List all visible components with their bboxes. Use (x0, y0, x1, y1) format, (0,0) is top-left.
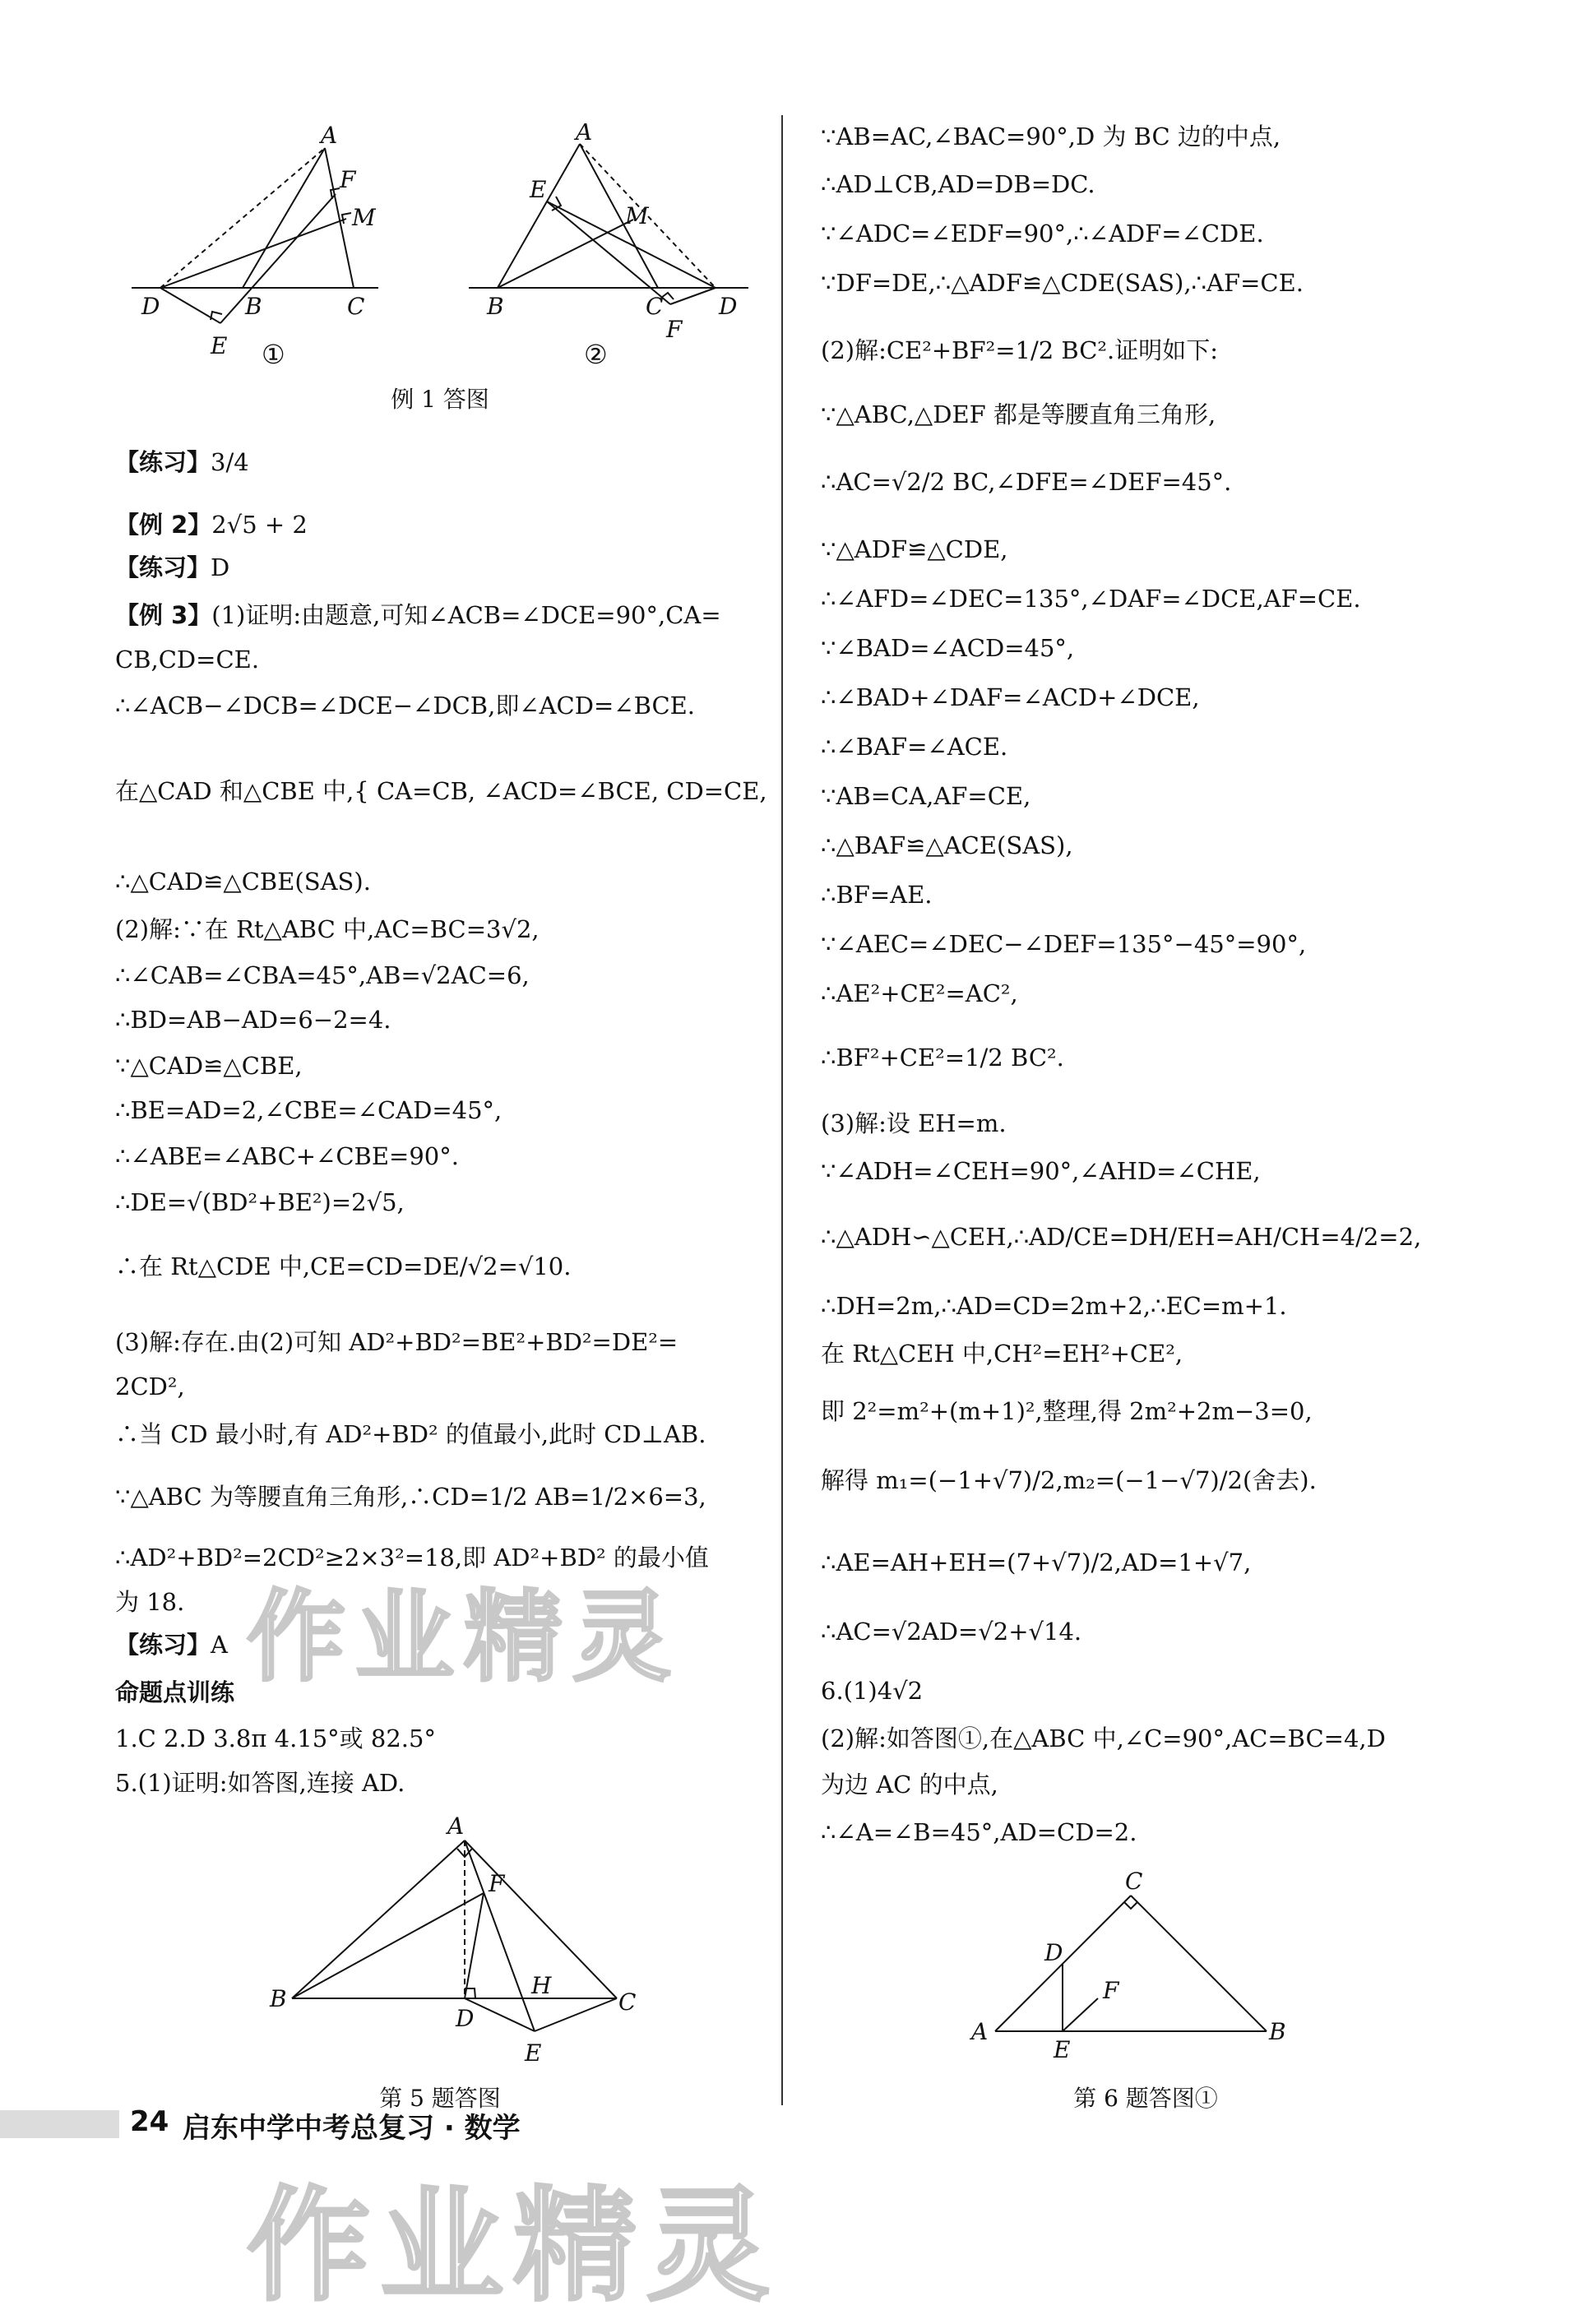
question6-figure-caption: 第 6 题答图① (1073, 2085, 1218, 2112)
segment-DM (160, 219, 346, 288)
right-angle-mark-M (342, 213, 351, 224)
solution-line: ∴当 CD 最小时,有 AD²+BD² 的值最小,此时 CD⊥AB. (115, 1420, 706, 1448)
solution-line: ∴△CAD≌△CBE(SAS). (115, 868, 371, 896)
segment-EF (1063, 1998, 1098, 2031)
label-E: E (1054, 2036, 1071, 2063)
segment-CB (1131, 1896, 1267, 2031)
solution-line: ∵AB=AC,∠BAC=90°,D 为 BC 边的中点, (821, 123, 1281, 150)
solution-line: (3)解:设 EH=m. (821, 1109, 1007, 1137)
example3-line: 【例 3】(1)证明:由题意,可知∠ACB=∠DCE=90°,CA= (115, 601, 721, 629)
page-number: 24 (130, 2105, 169, 2138)
solution-line: ∴AE=AH+EH=(7+√7)/2,AD=1+√7, (821, 1549, 1252, 1576)
solution-line: ∵△ABC 为等腰直角三角形,∴CD=1/2 AB=1/2×6=3, (115, 1483, 706, 1511)
solution-line: ∴△BAF≌△ACE(SAS), (821, 831, 1073, 859)
label-F: F (1103, 1977, 1119, 2004)
label-C: C (1125, 1868, 1143, 1895)
segment-BF (292, 1893, 484, 1998)
answers-line: 1.C 2.D 3.8π 4.15°或 82.5° (115, 1724, 436, 1752)
segment-FD (465, 1893, 484, 1998)
label-B: B (270, 1985, 287, 2012)
label-D: D (456, 2005, 475, 2032)
label-A: A (576, 123, 593, 146)
solution-line: ∴DH=2m,∴AD=CD=2m+2,∴EC=m+1. (821, 1292, 1287, 1320)
label-A: A (321, 123, 338, 149)
right-angle-mark-C (1124, 1902, 1137, 1909)
label-C: C (618, 1988, 637, 2016)
solution-line: 为 18. (115, 1588, 185, 1616)
solution-line: ∵∠ADH=∠CEH=90°,∠AHD=∠CHE, (821, 1157, 1261, 1185)
label-M: M (352, 204, 376, 231)
solution-line: ∴∠A=∠B=45°,AD=CD=2. (821, 1818, 1137, 1846)
solution-line: ∴AE²+CE²=AC², (821, 979, 1018, 1007)
example1-figure-caption: 例 1 答图 (391, 386, 489, 413)
solution-line: CB,CD=CE. (115, 646, 260, 674)
section-heading: 命题点训练 (115, 1678, 235, 1706)
label-E: E (530, 176, 547, 203)
solution-line: 在△CAD 和△CBE 中,{ CA=CB, ∠ACD=∠BCE, CD=CE, (115, 777, 767, 805)
book-title: 启东中学中考总复习 · 数学 (183, 2112, 521, 2145)
solution-line: ∴AC=√2/2 BC,∠DFE=∠DEF=45°. (821, 468, 1232, 496)
label-E: E (525, 2039, 542, 2067)
solution-line: ∴∠AFD=∠DEC=135°,∠DAF=∠DCE,AF=CE. (821, 585, 1361, 613)
label-C: C (646, 293, 664, 320)
solution-line: 为边 AC 的中点, (821, 1771, 998, 1799)
solution-line: (2)解:如答图①,在△ABC 中,∠C=90°,AC=BC=4,D (821, 1724, 1386, 1752)
label-E: E (211, 332, 228, 359)
solution-line: ∴DE=√(BD²+BE²)=2√5, (115, 1188, 405, 1216)
solution-line: (3)解:存在.由(2)可知 AD²+BD²=BE²+BD²=DE²= (115, 1328, 678, 1356)
footer-bar (0, 2110, 119, 2138)
label-C: C (347, 293, 365, 320)
segment-AD-dashed (160, 148, 325, 288)
label-A: A (971, 2018, 989, 2045)
label-B: B (487, 293, 504, 320)
solution-line: 在 Rt△CEH 中,CH²=EH²+CE², (821, 1340, 1183, 1368)
segment-BA (292, 1840, 465, 1998)
solution-line: ∴AD⊥CB,AD=DB=DC. (821, 170, 1095, 198)
solution-line: ∴∠BAD+∠DAF=∠ACD+∠DCE, (821, 683, 1200, 711)
segment-AB (243, 148, 325, 288)
label-D: D (1044, 1939, 1063, 1966)
solution-line: ∵△ADF≌△CDE, (821, 535, 1008, 563)
question6-answer-line: 6.(1)4√2 (821, 1677, 924, 1705)
watermark-text-footer: 作业精灵 (247, 2175, 780, 2318)
solution-line: ∴△ADH∽△CEH,∴AD/CE=DH/EH=AH/CH=4/2=2, (821, 1223, 1422, 1251)
question6-figure-1 (966, 1867, 1295, 2064)
solution-line: ∵∠ADC=∠EDF=90°,∴∠ADF=∠CDE. (821, 220, 1264, 248)
solution-line: ∴AC=√2AD=√2+√14. (821, 1618, 1082, 1646)
practice-answer-line: 【练习】A (115, 1631, 228, 1659)
column-divider (781, 115, 783, 2105)
solution-line: ∴∠ABE=∠ABC+∠CBE=90°. (115, 1142, 459, 1170)
solution-line: 解得 m₁=(−1+√7)/2,m₂=(−1−√7)/2(舍去). (821, 1466, 1317, 1494)
figure-number-1: ① (262, 339, 285, 370)
solution-line: ∵AB=CA,AF=CE, (821, 782, 1031, 810)
practice-answer-line: 【练习】D (115, 553, 230, 581)
solution-line: ∵DF=DE,∴△ADF≌△CDE(SAS),∴AF=CE. (821, 269, 1304, 297)
solution-line: ∴∠BAF=∠ACE. (821, 733, 1008, 761)
solution-line: ∵△CAD≌△CBE, (115, 1052, 303, 1080)
solution-line: ∵∠BAD=∠ACD=45°, (821, 634, 1075, 662)
solution-line: ∴BD=AB−AD=6−2=4. (115, 1006, 391, 1034)
label-H: H (531, 1972, 552, 1999)
label-F: F (666, 316, 683, 343)
solution-line: 即 2²=m²+(m+1)²,整理,得 2m²+2m−3=0, (821, 1397, 1313, 1425)
solution-line: (2)解:CE²+BF²=1/2 BC².证明如下: (821, 336, 1219, 364)
segment-EC (535, 1998, 617, 2031)
label-F: F (340, 166, 356, 193)
label-D: D (141, 293, 160, 320)
solution-line: ∴∠ACB−∠DCB=∠DCE−∠DCB,即∠ACD=∠BCE. (115, 692, 696, 720)
solution-line: ∴在 Rt△CDE 中,CE=CD=DE/√2=√10. (115, 1252, 572, 1280)
watermark-text: 作业精灵 (247, 1581, 681, 1695)
label-A: A (447, 1812, 465, 1840)
solution-line: ∴BF=AE. (821, 881, 933, 909)
solution-line: ∴∠CAB=∠CBA=45°,AB=√2AC=6, (115, 961, 530, 989)
question5-figure (263, 1809, 650, 2081)
question5-figure-caption: 第 5 题答图 (379, 2085, 501, 2112)
practice-answer-line: 【练习】3/4 (115, 448, 249, 476)
solution-line: ∴BE=AD=2,∠CBE=∠CAD=45°, (115, 1096, 502, 1124)
example1-figure-2 (461, 123, 765, 370)
solution-line: 5.(1)证明:如答图,连接 AD. (115, 1769, 405, 1797)
label-B: B (1269, 2018, 1286, 2045)
solution-line: ∵△ABC,△DEF 都是等腰直角三角形, (821, 400, 1216, 428)
segment-FD (670, 288, 716, 304)
solution-line: (2)解:∵在 Rt△ABC 中,AC=BC=3√2, (115, 915, 540, 943)
example2-answer-line: 【例 2】2√5 + 2 (115, 511, 308, 539)
solution-line: 2CD², (115, 1373, 185, 1400)
label-D: D (719, 293, 738, 320)
solution-line: ∵∠AEC=∠DEC−∠DEF=135°−45°=90°, (821, 930, 1307, 958)
label-M: M (625, 202, 649, 229)
figure-number-2: ② (584, 339, 608, 370)
solution-line: ∴AD²+BD²=2CD²≥2×3²=18,即 AD²+BD² 的最小值 (115, 1544, 709, 1572)
example1-figure-1 (123, 123, 395, 370)
solution-line: ∴BF²+CE²=1/2 BC². (821, 1044, 1064, 1072)
label-F: F (489, 1870, 505, 1897)
label-B: B (245, 293, 262, 320)
